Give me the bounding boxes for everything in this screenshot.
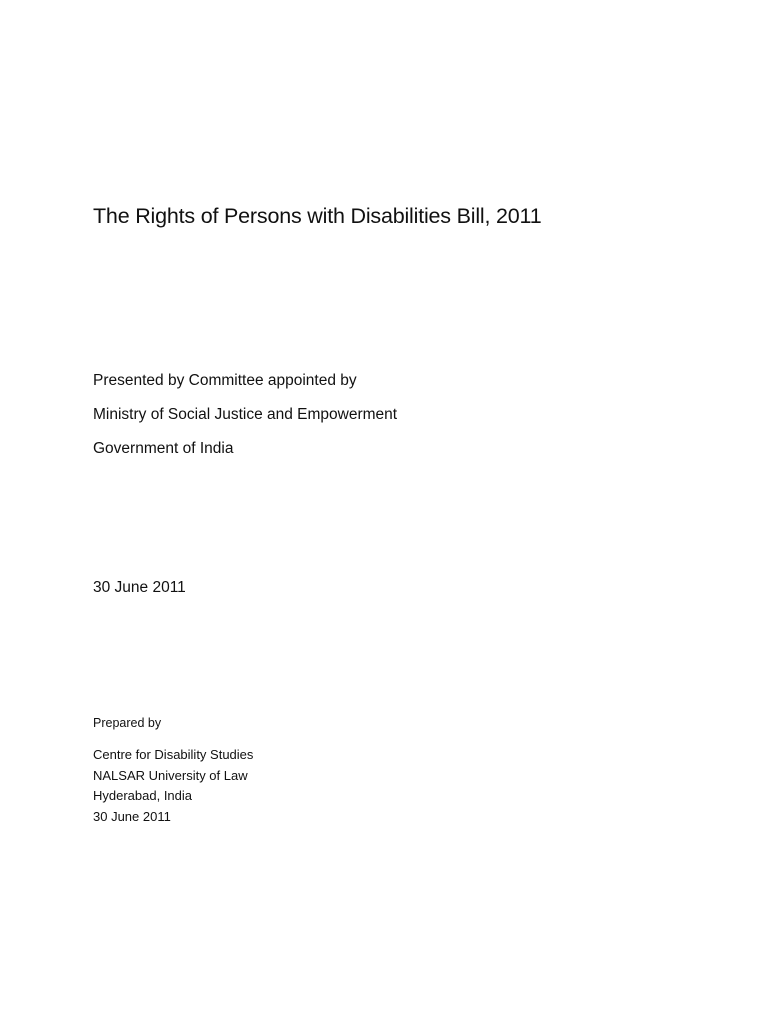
location-line: Hyderabad, India	[93, 788, 193, 803]
university-line: NALSAR University of Law	[93, 767, 248, 783]
presented-by-block	[93, 371, 397, 473]
centre-line: Centre for Disability Studies	[93, 747, 254, 762]
ministry-line: Ministry of Social Justice and Empowerment	[93, 406, 398, 423]
government-line: Government of India	[93, 440, 234, 457]
presented-by-line: Presented by Committee appointed by	[93, 372, 357, 389]
prepared-by-block	[93, 745, 253, 827]
document-title: The Rights of Persons with Disabilities Bill, 2011	[93, 204, 542, 228]
document-date: 30 June 2011	[93, 579, 186, 596]
prepared-date-line: 30 June 2011	[93, 808, 171, 824]
prepared-by-label: Prepared by	[93, 716, 162, 730]
